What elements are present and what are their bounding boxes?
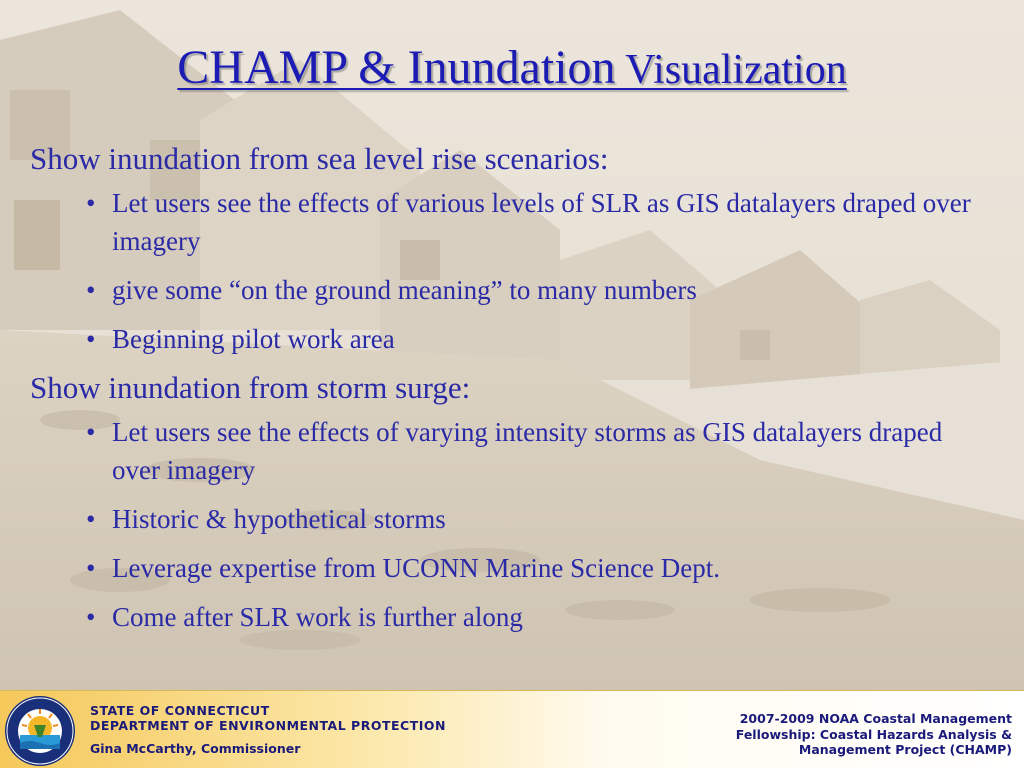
bullet-text: give some “on the ground meaning” to many numbers [112,275,697,305]
bullet-item [30,271,990,309]
bullet-item [30,598,990,636]
bullet-text: Beginning pilot work area [112,324,395,354]
dep-seal-logo [4,695,76,767]
bullet-list [30,184,990,358]
bullet-dot: • [86,324,96,354]
bullet-text: Let users see the effects of various levels of SLR as GIS datalayers draped over imagery [112,188,971,256]
footer-band [0,690,1024,768]
bullet-dot: • [86,602,96,632]
bullet-text: Leverage expertise from UCONN Marine Science Dept. [112,553,721,583]
bullet-list [30,413,990,636]
bullet-dot: • [86,275,96,305]
section-heading: Show inundation from sea level rise scenarios: [30,141,609,176]
section-sea-level-rise [30,140,990,358]
bullet-text: Historic & hypothetical storms [112,504,446,534]
bullet-item [30,184,990,260]
bullet-item [30,413,990,489]
slide-title-main: CHAMP & Inundation [177,41,616,94]
bullet-item [30,320,990,358]
bullet-dot: • [86,504,96,534]
fellowship-line-1: 2007-2009 NOAA Coastal Management [739,711,1012,726]
agency-line-department: DEPARTMENT OF ENVIRONMENTAL PROTECTION [90,718,446,733]
fellowship-line-2: Fellowship: Coastal Hazards Analysis & [735,726,1012,742]
slide-body [30,140,990,647]
bullet-dot: • [86,553,96,583]
bullet-text: Come after SLR work is further along [112,602,523,632]
bullet-item [30,549,990,587]
section-storm-surge [30,369,990,636]
commissioner-name: Gina McCarthy, Commissioner [90,741,301,756]
slide-title-sub: Visualization [615,47,847,93]
bullet-dot: • [86,188,96,218]
fellowship-line-3: Management Project (CHAMP) [798,742,1012,757]
agency-line-state: STATE OF CONNECTICUT [90,703,270,718]
slide-title [0,40,1024,95]
bullet-item [30,500,990,538]
bullet-text: Let users see the effects of varying intensity storms as GIS datalayers draped over imagery [112,417,943,485]
agency-name [90,703,446,733]
fellowship-info [672,711,1012,758]
section-heading: Show inundation from storm surge: [30,370,471,405]
bullet-dot: • [86,417,96,447]
